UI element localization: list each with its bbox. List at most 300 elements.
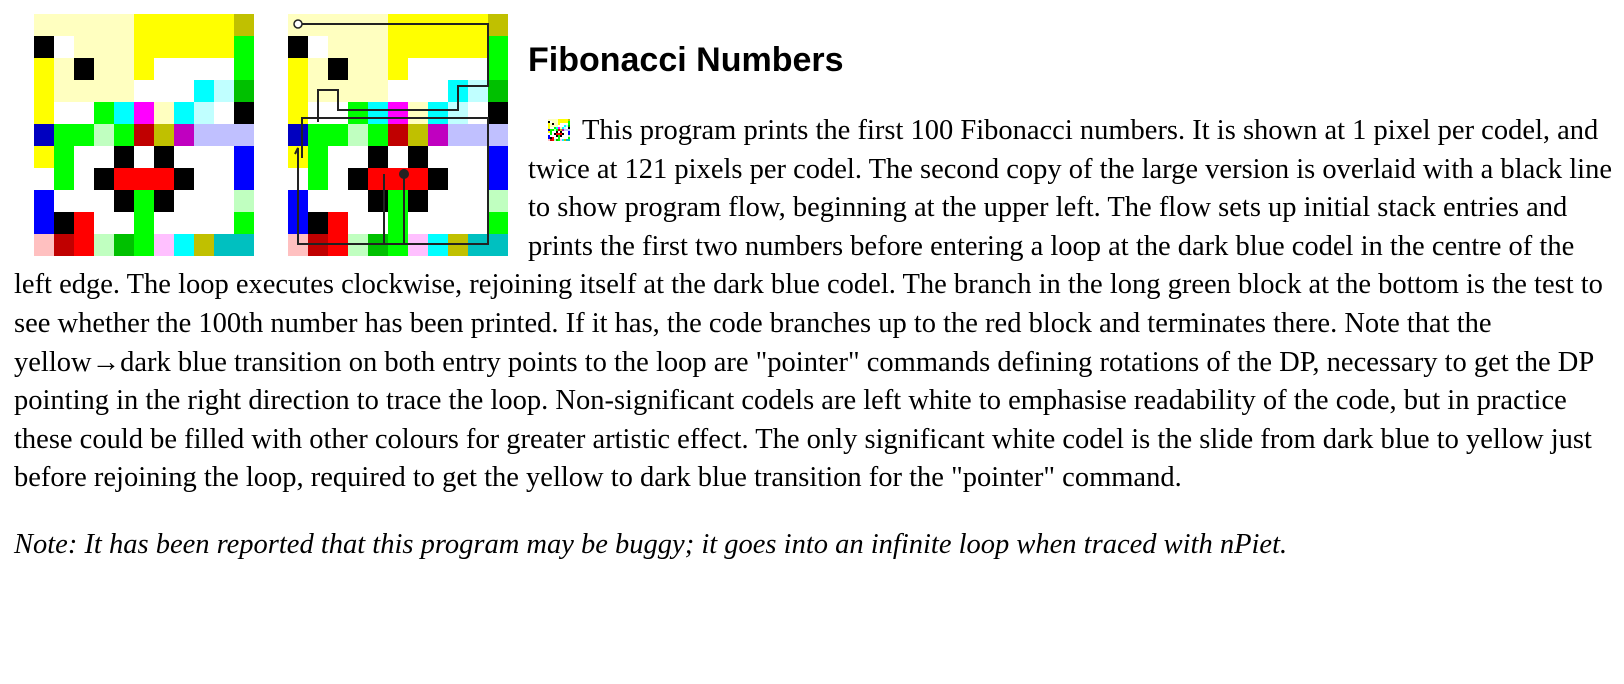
codel (74, 80, 94, 102)
codel (368, 190, 388, 212)
codel (348, 124, 368, 146)
codel (74, 124, 94, 146)
codel (308, 190, 328, 212)
codel (558, 131, 560, 133)
codel (564, 123, 566, 125)
codel (308, 146, 328, 168)
codel (408, 58, 428, 80)
codel (562, 121, 564, 123)
codel (548, 119, 550, 121)
codel (288, 102, 308, 124)
codel (556, 133, 558, 135)
codel (54, 58, 74, 80)
codel (558, 129, 560, 131)
codel (214, 168, 234, 190)
codel (74, 190, 94, 212)
codel (560, 129, 562, 131)
codel (566, 123, 568, 125)
codel (308, 168, 328, 190)
codel (568, 135, 570, 137)
codel (154, 234, 174, 256)
codel (54, 102, 74, 124)
codel (566, 125, 568, 127)
codel (566, 131, 568, 133)
codel (134, 212, 154, 234)
codel (448, 190, 468, 212)
codel (348, 190, 368, 212)
codel (488, 190, 508, 212)
codel (448, 146, 468, 168)
codel (308, 124, 328, 146)
codel (34, 124, 54, 146)
codel (348, 168, 368, 190)
codel (114, 36, 134, 58)
codel (34, 212, 54, 234)
codel (408, 80, 428, 102)
codel (134, 14, 154, 36)
codel (564, 137, 566, 139)
codel (134, 102, 154, 124)
codel (428, 58, 448, 80)
codel (194, 234, 214, 256)
codel (548, 131, 550, 133)
codel (94, 190, 114, 212)
codel (388, 58, 408, 80)
codel (34, 80, 54, 102)
codel (74, 14, 94, 36)
codel (328, 36, 348, 58)
codel (562, 123, 564, 125)
codel (548, 129, 550, 131)
codel (408, 212, 428, 234)
codel (74, 102, 94, 124)
codel (548, 139, 550, 141)
codel (368, 14, 388, 36)
codel (548, 133, 550, 135)
codel (468, 146, 488, 168)
codel (154, 212, 174, 234)
codel (74, 212, 94, 234)
codel (154, 124, 174, 146)
codel (114, 80, 134, 102)
codel (388, 14, 408, 36)
codel (388, 124, 408, 146)
codel (468, 102, 488, 124)
codel (154, 102, 174, 124)
codel (560, 121, 562, 123)
description-text: This program prints the first 100 Fibonacci numbers. It is shown at 1 pixel per codel, and twice at 121 pixels per codel. The second copy of the large version is overlaid with a black line to show program flow, beginning at the upper left. The flow sets up initial stack entries and prints the first two numbers before entering a loop at the dark blue codel in the centre of the left edge. The loop executes clockwise, rejoining itself at the dark blue codel. The branch in the long green block at the bottom is the test to see whether the 100th number has been printed. If it has, the code branches up to the red block and terminates there. Note that the yellow→dark blue transition on both entry points to the loop are "pointer" commands defining rotations of the DP, necessary to get the DP pointing in the right direction to trace the loop. Non-significant codels are left white to emphasise readability of the code, but in practice these could be filled with other colours for greater artistic effect. The only significant white codel is the slide from dark blue to yellow just before rejoining the loop, required to get the yellow to dark blue transition for the "pointer" command. (14, 115, 1612, 494)
piet-program-flow-image (288, 14, 508, 256)
codel (214, 80, 234, 102)
codel (554, 121, 556, 123)
codel (564, 139, 566, 141)
codel (556, 125, 558, 127)
codel (560, 131, 562, 133)
codel (428, 80, 448, 102)
codel (562, 125, 564, 127)
codel (562, 133, 564, 135)
codel (548, 137, 550, 139)
codel (448, 168, 468, 190)
codel (428, 146, 448, 168)
codel (558, 137, 560, 139)
codel (194, 14, 214, 36)
codel (174, 36, 194, 58)
codel (488, 212, 508, 234)
codel (568, 137, 570, 139)
codel (550, 137, 552, 139)
codel (448, 14, 468, 36)
codel (550, 139, 552, 141)
codel (550, 123, 552, 125)
codel (34, 102, 54, 124)
codel (554, 125, 556, 127)
codel (558, 125, 560, 127)
codel (388, 146, 408, 168)
codel (554, 139, 556, 141)
codel (468, 14, 488, 36)
codel (564, 125, 566, 127)
codel (214, 58, 234, 80)
codel (328, 124, 348, 146)
codel (368, 58, 388, 80)
codel (134, 190, 154, 212)
codel (114, 212, 134, 234)
codel (214, 124, 234, 146)
codel (154, 190, 174, 212)
codel (550, 121, 552, 123)
codel (308, 14, 328, 36)
codel (560, 135, 562, 137)
codel (234, 190, 254, 212)
codel (560, 123, 562, 125)
codel (54, 80, 74, 102)
codel (566, 133, 568, 135)
codel (552, 131, 554, 133)
codel (114, 14, 134, 36)
codel (54, 14, 74, 36)
codel (214, 146, 234, 168)
codel (194, 124, 214, 146)
program-description (14, 112, 1614, 498)
codel (134, 146, 154, 168)
codel (562, 135, 564, 137)
codel (448, 58, 468, 80)
codel (558, 133, 560, 135)
codel (550, 127, 552, 129)
codel (560, 127, 562, 129)
codel (564, 135, 566, 137)
codel (368, 168, 388, 190)
codel (348, 80, 368, 102)
codel (568, 121, 570, 123)
codel (552, 125, 554, 127)
codel (94, 212, 114, 234)
codel (114, 168, 134, 190)
codel (408, 14, 428, 36)
codel (566, 135, 568, 137)
codel (194, 168, 214, 190)
codel (548, 135, 550, 137)
codel (554, 129, 556, 131)
codel (408, 146, 428, 168)
codel (134, 80, 154, 102)
codel (174, 190, 194, 212)
codel (448, 124, 468, 146)
codel (568, 125, 570, 127)
codel (328, 14, 348, 36)
codel (174, 168, 194, 190)
codel (552, 137, 554, 139)
codel (566, 129, 568, 131)
codel (154, 58, 174, 80)
codel (234, 168, 254, 190)
codel (308, 58, 328, 80)
codel (568, 129, 570, 131)
codel (558, 139, 560, 141)
codel (234, 146, 254, 168)
codel (468, 36, 488, 58)
codel (368, 102, 388, 124)
codel (114, 234, 134, 256)
codel (564, 133, 566, 135)
codel (174, 58, 194, 80)
codel (550, 135, 552, 137)
codel (174, 14, 194, 36)
codel (488, 234, 508, 256)
codel (54, 168, 74, 190)
codel (114, 58, 134, 80)
codel (388, 212, 408, 234)
codel (214, 36, 234, 58)
codel (552, 129, 554, 131)
codel (34, 168, 54, 190)
codel (488, 146, 508, 168)
codel (488, 168, 508, 190)
codel (548, 127, 550, 129)
codel (562, 129, 564, 131)
codel (134, 168, 154, 190)
codel (548, 123, 550, 125)
codel (488, 58, 508, 80)
codel (568, 127, 570, 129)
codel (388, 36, 408, 58)
codel (74, 234, 94, 256)
codel (54, 212, 74, 234)
codel (564, 121, 566, 123)
bug-note: Note: It has been reported that this program may be buggy; it goes into an infinite loop when traced with nPiet. (14, 528, 1288, 560)
codel (488, 124, 508, 146)
codel (552, 139, 554, 141)
codel (174, 124, 194, 146)
codel (328, 58, 348, 80)
codel (428, 212, 448, 234)
codel (308, 212, 328, 234)
codel (566, 121, 568, 123)
codel (114, 190, 134, 212)
codel (34, 190, 54, 212)
codel (194, 58, 214, 80)
codel (114, 102, 134, 124)
codel (328, 212, 348, 234)
codel (114, 124, 134, 146)
codel (234, 58, 254, 80)
codel (566, 137, 568, 139)
codel (408, 102, 428, 124)
codel (154, 14, 174, 36)
codel (74, 36, 94, 58)
codel (408, 168, 428, 190)
codel (568, 139, 570, 141)
codel (428, 102, 448, 124)
codel (560, 139, 562, 141)
codel (428, 36, 448, 58)
codel (234, 234, 254, 256)
codel (194, 36, 214, 58)
codel (468, 190, 488, 212)
codel (556, 119, 558, 121)
codel (562, 119, 564, 121)
codel (74, 58, 94, 80)
codel (348, 36, 368, 58)
codel (428, 190, 448, 212)
codel (568, 119, 570, 121)
codel (468, 212, 488, 234)
codel (348, 14, 368, 36)
codel (556, 131, 558, 133)
codel (174, 80, 194, 102)
codel (34, 234, 54, 256)
codel (560, 133, 562, 135)
codel (74, 168, 94, 190)
codel (562, 139, 564, 141)
codel (468, 80, 488, 102)
codel (568, 123, 570, 125)
codel (214, 14, 234, 36)
codel (134, 58, 154, 80)
codel (550, 131, 552, 133)
codel (94, 80, 114, 102)
codel (388, 80, 408, 102)
codel (348, 212, 368, 234)
codel (234, 212, 254, 234)
codel (556, 135, 558, 137)
codel (564, 119, 566, 121)
codel (488, 80, 508, 102)
codel (562, 137, 564, 139)
codel (562, 131, 564, 133)
codel (550, 125, 552, 127)
codel (558, 127, 560, 129)
codel (552, 135, 554, 137)
codel (428, 14, 448, 36)
codel (94, 102, 114, 124)
codel (564, 129, 566, 131)
codel (566, 127, 568, 129)
flow-codel-grid (288, 14, 508, 256)
codel (550, 129, 552, 131)
codel (94, 14, 114, 36)
codel (114, 146, 134, 168)
codel (54, 146, 74, 168)
codel (94, 36, 114, 58)
codel (448, 212, 468, 234)
codel (408, 124, 428, 146)
codel (288, 36, 308, 58)
codel (554, 135, 556, 137)
codel (194, 212, 214, 234)
codel (488, 102, 508, 124)
codel (134, 36, 154, 58)
codel (552, 121, 554, 123)
codel (554, 123, 556, 125)
codel (548, 121, 550, 123)
codel (554, 137, 556, 139)
codel (552, 127, 554, 129)
codel (174, 146, 194, 168)
codel (556, 129, 558, 131)
codel (94, 58, 114, 80)
codel (388, 190, 408, 212)
codel (54, 36, 74, 58)
codel (468, 58, 488, 80)
codel (34, 14, 54, 36)
codel (94, 124, 114, 146)
codel (568, 133, 570, 135)
codel (234, 14, 254, 36)
codel (348, 102, 368, 124)
page-title: Fibonacci Numbers (528, 41, 844, 79)
page (14, 14, 1614, 564)
codel (368, 80, 388, 102)
codel (214, 212, 234, 234)
codel (174, 234, 194, 256)
codel (234, 80, 254, 102)
codel (558, 123, 560, 125)
codel (556, 127, 558, 129)
codel (468, 168, 488, 190)
codel (368, 212, 388, 234)
codel (554, 119, 556, 121)
codel (368, 124, 388, 146)
codel (34, 146, 54, 168)
codel (556, 139, 558, 141)
codel (568, 131, 570, 133)
codel (214, 234, 234, 256)
codel (552, 123, 554, 125)
codel (564, 127, 566, 129)
codel (550, 119, 552, 121)
codel (560, 137, 562, 139)
codel (468, 124, 488, 146)
codel (556, 123, 558, 125)
codel (234, 102, 254, 124)
codel (154, 168, 174, 190)
codel (134, 124, 154, 146)
codel (556, 137, 558, 139)
codel (194, 102, 214, 124)
codel (368, 36, 388, 58)
codel (234, 36, 254, 58)
codel (288, 124, 308, 146)
codel (154, 146, 174, 168)
program-image-large (34, 14, 254, 256)
codel (288, 80, 308, 102)
codel (560, 119, 562, 121)
codel (214, 190, 234, 212)
codel (34, 58, 54, 80)
codel (154, 80, 174, 102)
